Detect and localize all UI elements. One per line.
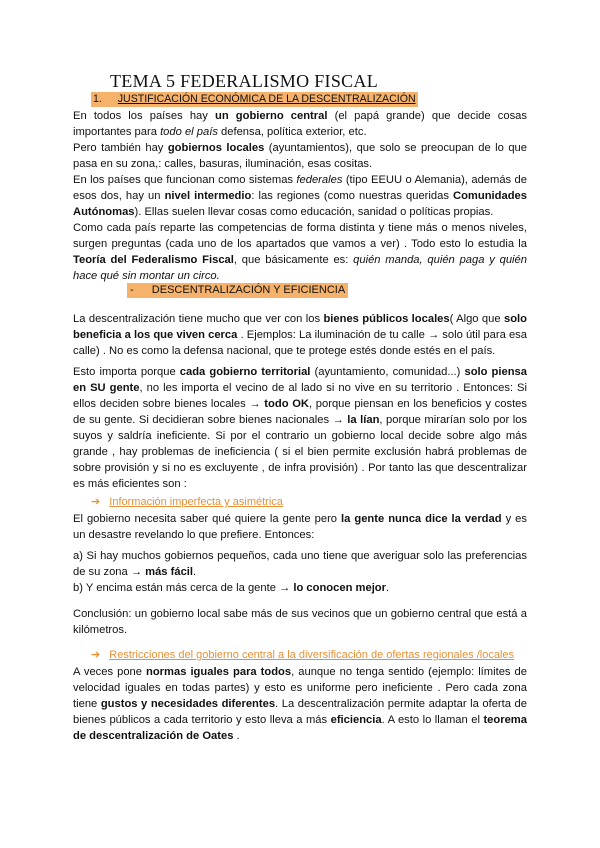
subsection-heading-text: DESCENTRALIZACIÓN Y EFICIENCIA bbox=[151, 284, 346, 296]
section1-block-2 bbox=[73, 364, 527, 492]
subsection-heading bbox=[127, 283, 348, 298]
page-title: TEMA 5 FEDERALISMO FISCAL bbox=[110, 71, 379, 91]
point2-paragraph-1: A veces pone normas iguales para todos, aunque no tenga sentido (ejemplo: límites de velocidad iguales en todas partes) y esto es uniforme pero ineficiente . Pero cada zona tiene gustos y necesidades diferentes. La descentralización permite adaptar la oferta de bienes públicos a cada territorio y esto lleva a más eficiencia. A esto lo llaman el teorema de descentralización de Oates . bbox=[73, 666, 527, 742]
arrow-icon: ➔ bbox=[91, 496, 101, 508]
point1-heading bbox=[91, 494, 283, 510]
point1-list-block bbox=[73, 548, 527, 596]
section1-paragraph-2: Esto importa porque cada gobierno territorial (ayuntamiento, comunidad...) solo piensa en SU gente, no les importa el vecino de al lado si no vive en su territorio . Entonces: Si ellos deciden sobre bienes locales → todo OK, porque piensan en los beneficios y costes de su gente. Si decidieran sobre bienes nacionales → la lían, porque mirarían solo por los suyos y saldría ineficiente. Si por el contrario un gobierno local decide sobre algo más grande , hay problemas de ineficiencia ( si el bien permite exclusión habrá problemas de sobre provisión y si no es excluyente , de infra provisión) . Por tanto las que descentralizar es más eficientes son : bbox=[73, 366, 528, 490]
intro-paragraph-4: Como cada país reparte las competencias de forma distinta y tiene más o menos niveles, surgen preguntas (cada uno de los apartados que vamos a ver) . Todo esto lo estudia la Teoría del Federalismo Fiscal, que básicamente es: quién manda, quién paga y quién hace qué sin montar un circo. bbox=[73, 222, 527, 282]
intro-block bbox=[73, 108, 527, 284]
section-heading bbox=[91, 92, 418, 107]
intro-paragraph-3: En los países que funcionan como sistemas federales (tipo EEUU o Alemania), además de esos dos, hay un nivel intermedio: las regiones (como nuestras queridas Comunidades Autónomas). Ellas suelen llevar cosas como educación, sanidad o políticas propias. bbox=[73, 174, 527, 218]
intro-paragraph-1: En todos los países hay un gobierno central (el papá grande) que decide cosas importantes para todo el país defensa, política exterior, etc. bbox=[73, 110, 527, 138]
point1-paragraph-1: El gobierno necesita saber qué quiere la gente pero la gente nunca dice la verdad y es un desastre revelando lo que prefiere. Entonces: bbox=[73, 513, 527, 541]
point2-link[interactable]: Restricciones del gobierno central a la diversificación de ofertas regionales /locales bbox=[109, 649, 515, 661]
point1-link[interactable]: Información imperfecta y asimétrica bbox=[109, 496, 283, 508]
conclusion-block bbox=[73, 606, 527, 638]
section-heading-text: JUSTIFICACIÓN ECONÓMICA DE LA DESCENTRALIZACIÓN bbox=[117, 93, 416, 105]
point1-item-a: a) Si hay muchos gobiernos pequeños, cada uno tiene que averiguar solo las preferencias de su zona → más fácil. bbox=[73, 550, 527, 578]
point1-block bbox=[73, 511, 527, 543]
arrow-icon: ➔ bbox=[91, 649, 101, 661]
section-heading-number: 1. bbox=[93, 93, 102, 105]
section1-block bbox=[73, 311, 527, 359]
conclusion-paragraph: Conclusión: un gobierno local sabe más de sus vecinos que un gobierno central que está a kilómetros. bbox=[73, 608, 527, 636]
section1-paragraph-1: La descentralización tiene mucho que ver con los bienes públicos locales( Algo que solo beneficia a los que viven cerca . Ejemplos: La iluminación de tu calle → solo útil para esa calle) . No es como la defensa nacional, que te protege estés donde estés en el país. bbox=[73, 313, 527, 357]
subsection-dash: - bbox=[130, 284, 134, 296]
intro-paragraph-2: Pero también hay gobiernos locales (ayuntamientos), que solo se preocupan de lo que pasa en su zona,: calles, basuras, iluminación, esas cositas. bbox=[73, 142, 528, 170]
point2-block bbox=[73, 664, 527, 744]
point1-item-b: b) Y encima están más cerca de la gente → lo conocen mejor. bbox=[73, 582, 390, 594]
point2-heading bbox=[91, 647, 514, 663]
